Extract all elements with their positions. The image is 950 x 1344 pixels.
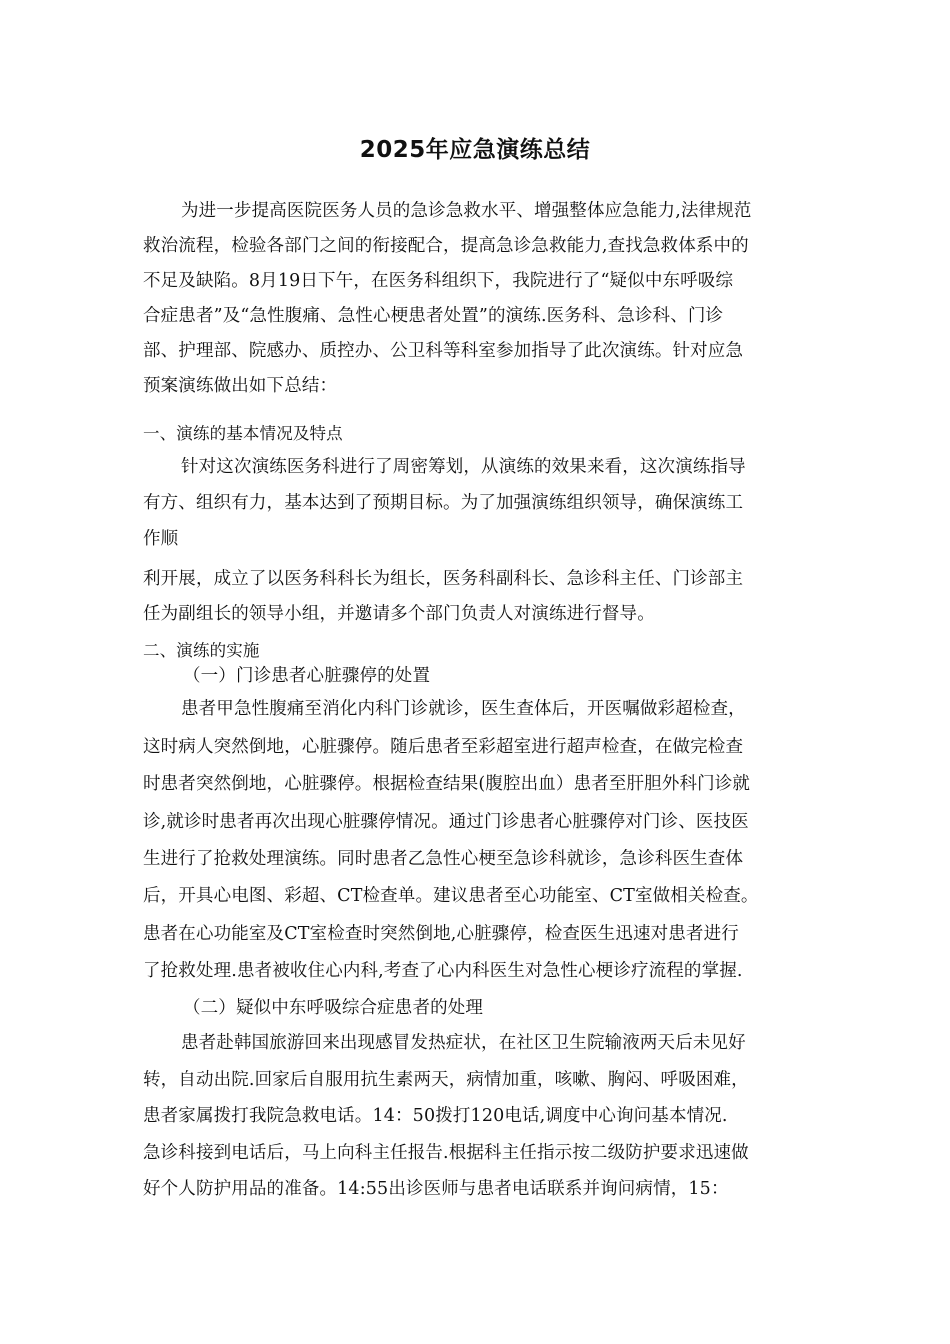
paragraph-line: 诊,就诊时患者再次出现心脏骤停情况。通过门诊患者心脏骤停对门诊、医技医 [143, 812, 749, 832]
paragraph-line: 急诊科接到电话后，马上向科主任报告.根据科主任指示按二级防护要求迅速做 [143, 1143, 749, 1163]
paragraph-line: 任为副组长的领导小组，并邀请多个部门负责人对演练进行督导。 [143, 604, 655, 624]
subsection-heading: （二）疑似中东呼吸综合症患者的处理 [183, 998, 484, 1018]
paragraph-line: 有方、组织有力，基本达到了预期目标。为了加强演练组织领导，确保演练工 [143, 493, 744, 513]
paragraph-line: 好个人防护用品的准备。14:55出诊医师与患者电话联系并询问病情，15： [143, 1179, 729, 1199]
page-title: 2025年应急演练总结 [359, 137, 591, 163]
paragraph-line: 后，开具心电图、彩超、CT检查单。建议患者至心功能室、CT室做相关检查。 [143, 886, 759, 906]
subsection-heading: （一）门诊患者心脏骤停的处置 [183, 666, 431, 686]
paragraph-line: 患者家属拨打我院急救电话。14：50拨打120电话,调度中心询问基本情况. [143, 1106, 728, 1126]
paragraph-line: 患者在心功能室及CT室检查时突然倒地,心脏骤停，检查医生迅速对患者进行 [143, 924, 739, 944]
paragraph-line: 预案演练做出如下总结： [143, 376, 338, 396]
paragraph-line: 不足及缺陷。8月19日下午，在医务科组织下，我院进行了“疑似中东呼吸综 [143, 271, 734, 291]
paragraph-line: 这时病人突然倒地，心脏骤停。随后患者至彩超室进行超声检查，在做完检查 [143, 737, 744, 757]
paragraph-line: 患者赴韩国旅游回来出现感冒发热症状，在社区卫生院输液两天后未见好 [181, 1033, 746, 1053]
paragraph-line: 合症患者”及“急性腹痛、急性心梗患者处置”的演练.医务科、急诊科、门诊 [143, 306, 724, 326]
paragraph-line: 针对这次演练医务科进行了周密筹划，从演练的效果来看，这次演练指导 [181, 457, 746, 477]
section-heading: 一、演练的基本情况及特点 [143, 424, 343, 443]
paragraph-line: 转，自动出院.回家后自服用抗生素两天，病情加重，咳嗽、胸闷、呼吸困难， [143, 1070, 749, 1090]
paragraph-line: 时患者突然倒地，心脏骤停。根据检查结果(腹腔出血）患者至肝胆外科门诊就 [143, 774, 751, 794]
paragraph-line: 患者甲急性腹痛至消化内科门诊就诊，医生查体后，开医嘱做彩超检查， [181, 699, 746, 719]
paragraph-line: 部、护理部、院感办、质控办、公卫科等科室参加指导了此次演练。针对应急 [143, 341, 744, 361]
paragraph-line: 了抢救处理.患者被收住心内科,考查了心内科医生对急性心梗诊疗流程的掌握. [143, 961, 743, 981]
paragraph-line: 生进行了抢救处理演练。同时患者乙急性心梗至急诊科就诊，急诊科医生查体 [143, 849, 744, 869]
paragraph-line: 利开展，成立了以医务科科长为组长，医务科副科长、急诊科主任、门诊部主 [143, 569, 744, 589]
paragraph-line: 救治流程，检验各部门之间的衔接配合，提高急诊急救能力,查找急救体系中的 [143, 236, 749, 256]
paragraph-line: 作顺 [143, 529, 179, 549]
paragraph-line: 为进一步提高医院医务人员的急诊急救水平、增强整体应急能力,法律规范 [181, 201, 752, 221]
section-heading: 二、演练的实施 [143, 641, 260, 660]
